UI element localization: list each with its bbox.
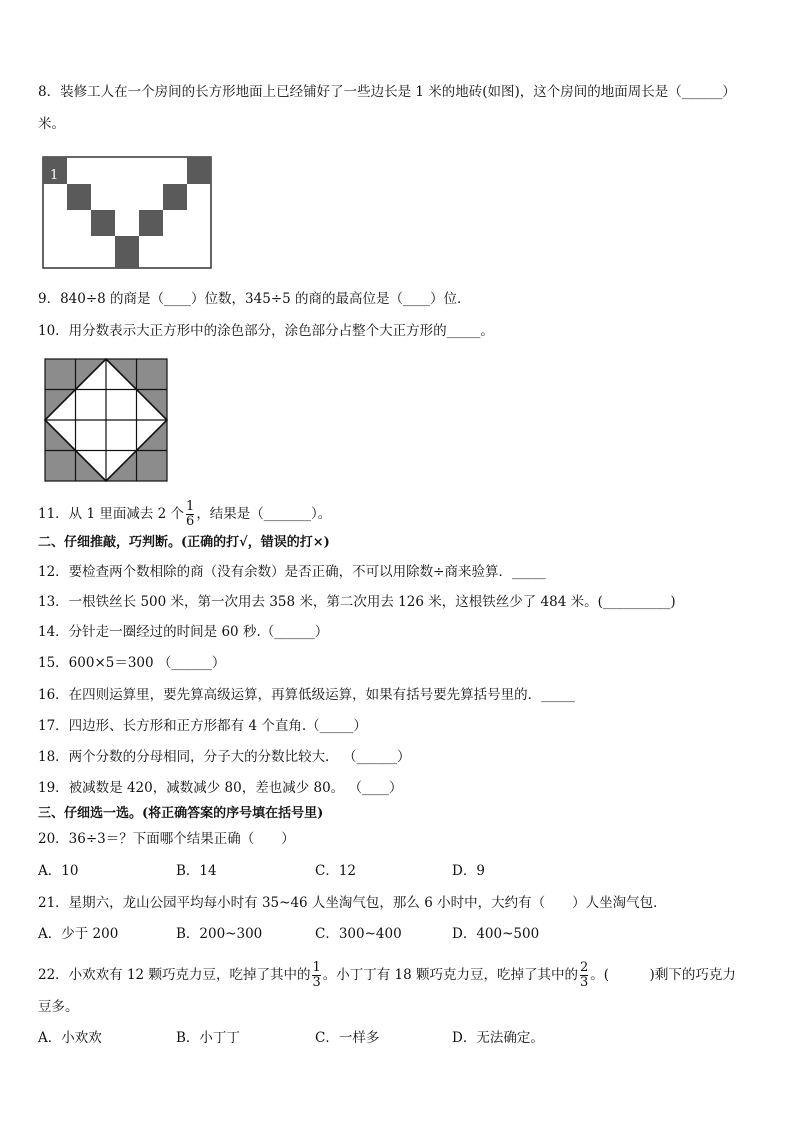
q11: 11．从 1 里面减去 2 个 $\frac{1}{6}$ ，结果是（_______）。 xyxy=(38,499,332,529)
q21-option-a: A．少于 200 xyxy=(38,926,119,942)
q12: 12．要检查两个数相除的商（没有余数）是否正确，不可以用除数÷商来验算．_____ xyxy=(38,564,546,580)
q22-option-d: D．无法确定。 xyxy=(452,1030,544,1046)
q20-option-d: D．9 xyxy=(452,863,485,879)
section-3-title: 三、仔细选一选。(将正确答案的序号填在括号里) xyxy=(38,806,324,821)
q8-line1: 8．装修工人在一个房间的长方形地面上已经铺好了一些边长是 1 米的地砖(如图)，这个房间的地面周长是（______） xyxy=(38,84,736,100)
q13: 13．一根铁丝长 500 米，第一次用去 358 米，第二次用去 126 米，这根铁丝少了 484 米。(__________) xyxy=(38,594,676,610)
q21-option-d: D．400~500 xyxy=(452,926,540,942)
q22-option-a: A．小欢欢 xyxy=(38,1030,102,1046)
q21-stem: 21．星期六，龙山公园平均每小时有 35~46 人坐淘气包，那么 6 小时中，大约有（ ）人坐淘气包． xyxy=(38,895,667,911)
q21-option-b: B．200~300 xyxy=(176,926,263,942)
section-2-title: 二、仔细推敲，巧判断。(正确的打√，错误的打×) xyxy=(38,535,330,550)
q15: 15．600×5＝300 （______） xyxy=(38,655,226,671)
fraction-one-sixth: $\frac{1}{6}$ xyxy=(186,499,195,529)
q22-line1: 22．小欢欢有 12 颗巧克力豆，吃掉了其中的 $\frac{1}{3}$ 。小丁丁有 18 颗巧克力豆，吃掉了其中的 $\frac{2}{3}$ 。( )剩下的巧克力 xyxy=(38,960,736,990)
q20-option-b: B．14 xyxy=(176,863,217,879)
q20-option-c: C．12 xyxy=(315,863,357,879)
q20-stem: 20．36÷3＝？下面哪个结果正确（ ） xyxy=(38,831,295,847)
tile xyxy=(163,184,187,210)
q22-option-c: C．一样多 xyxy=(315,1030,380,1046)
tile xyxy=(139,210,163,236)
fraction-one-third: $\frac{1}{3}$ xyxy=(312,960,321,990)
q8-line2: 米。 xyxy=(38,116,65,132)
tile xyxy=(67,184,91,210)
q14: 14．分针走一圈经过的时间是 60 秒.（______） xyxy=(38,624,329,640)
tile-label: 1 xyxy=(50,168,59,183)
tile xyxy=(91,210,115,236)
q10: 10．用分数表示大正方形中的涂色部分，涂色部分占整个大正方形的_____。 xyxy=(38,323,494,339)
shaded-square-figure xyxy=(44,358,168,482)
q21-option-c: C．300~400 xyxy=(315,926,402,942)
fraction-two-thirds: $\frac{2}{3}$ xyxy=(580,960,589,990)
q9: 9．840÷8 的商是（____）位数，345÷5 的商的最高位是（____）位． xyxy=(38,291,471,307)
tile xyxy=(115,236,139,268)
q16: 16．在四则运算里，要先算高级运算，再算低级运算，如果有括号要先算括号里的．_____ xyxy=(38,687,575,703)
q18: 18．两个分数的分母相同，分子大的分数比较大． （______） xyxy=(38,749,411,765)
q22-line2: 豆多。 xyxy=(38,999,79,1015)
q22-option-b: B．小丁丁 xyxy=(176,1030,240,1046)
q17: 17．四边形、长方形和正方形都有 4 个直角.（_____） xyxy=(38,718,367,734)
tile xyxy=(187,157,211,184)
floor-tile-figure xyxy=(40,154,216,272)
q19: 19．被减数是 420，减数减少 80，差也减少 80。 （____） xyxy=(38,780,403,796)
q20-option-a: A．10 xyxy=(38,863,79,879)
